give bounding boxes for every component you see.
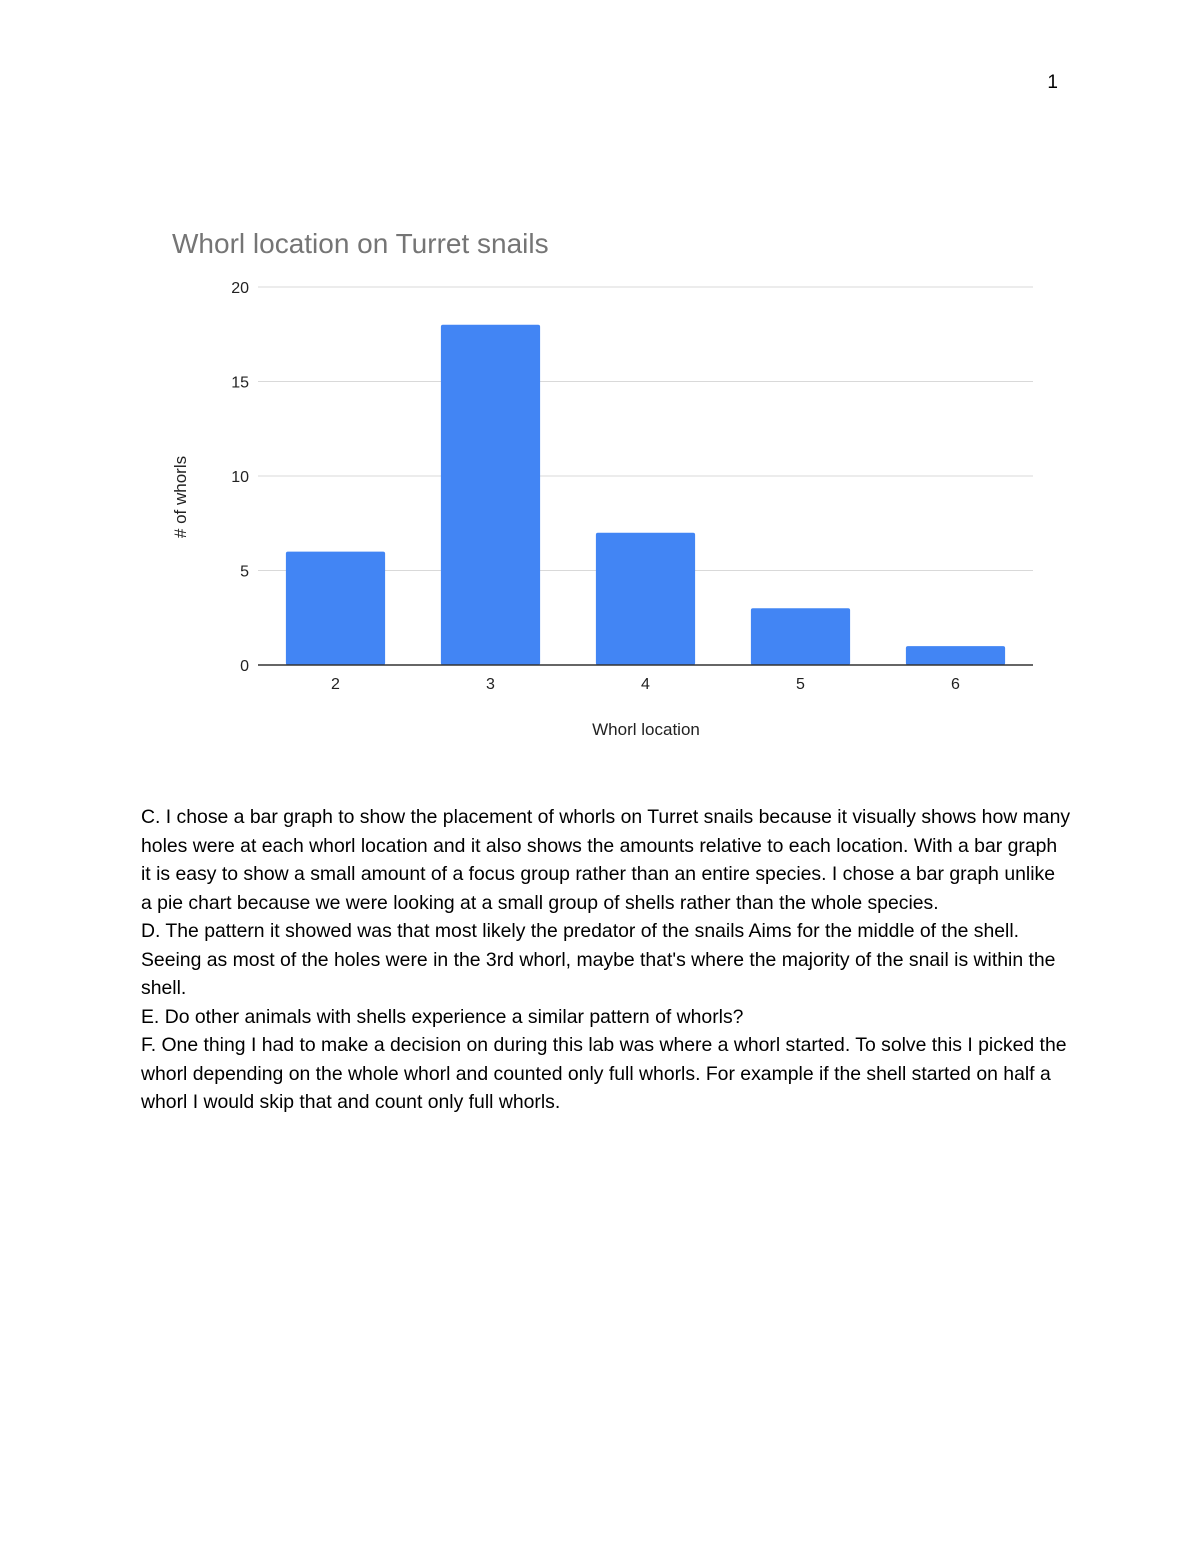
- page-number: 1: [1047, 72, 1058, 93]
- bar-5: [751, 608, 850, 665]
- x-axis-ticks: [331, 676, 960, 693]
- bar-4: [596, 533, 695, 665]
- paragraph-c: C. I chose a bar graph to show the placement of whorls on Turret snails because it visually shows how many holes were at each whorl location and it also shows the amounts relative to each location. With a bar graph it is easy to show a small amount of a focus group rather than an entire species. I chose a bar graph unlike a pie chart because we were looking at a small group of shells rather than the whole species.: [141, 806, 1071, 914]
- x-tick-label: 6: [951, 676, 960, 693]
- answer-text: [141, 803, 1071, 1117]
- y-tick-label: 15: [231, 374, 249, 392]
- paragraph-f: F. One thing I had to make a decision on during this lab was where a whorl started. To solve this I picked the whorl depending on the whole whorl and counted only full whorls. For example if the shell started on half a whorl I would skip that and count only full whorls.: [141, 1034, 1067, 1113]
- x-tick-label: 3: [486, 676, 495, 693]
- bar-6: [906, 646, 1005, 665]
- x-tick-label: 5: [796, 676, 805, 693]
- x-tick-label: 2: [331, 676, 340, 693]
- y-tick-label: 0: [240, 658, 249, 675]
- y-axis-ticks: [231, 280, 249, 675]
- y-tick-label: 5: [240, 563, 249, 581]
- paragraph-d: D. The pattern it showed was that most likely the predator of the snails Aims for the middle of the shell. Seeing as most of the holes were in the 3rd whorl, maybe that's where the majority of the snail is within the shell.: [141, 920, 1056, 999]
- bar-chart: [140, 210, 1060, 770]
- y-axis-label: # of whorls: [171, 455, 190, 539]
- chart-title: Whorl location on Turret snails: [172, 228, 549, 259]
- bar-2: [286, 552, 385, 665]
- chart-bars: [286, 325, 1005, 665]
- bar-3: [441, 325, 540, 665]
- paragraph-e: E. Do other animals with shells experience a similar pattern of whorls?: [141, 1005, 744, 1028]
- chart-svg: [140, 210, 1060, 770]
- y-tick-label: 10: [231, 469, 249, 486]
- y-tick-label: 20: [231, 280, 249, 297]
- chart-gridlines: [258, 287, 1033, 571]
- x-axis-label: Whorl location: [592, 720, 700, 739]
- x-tick-label: 4: [641, 676, 650, 693]
